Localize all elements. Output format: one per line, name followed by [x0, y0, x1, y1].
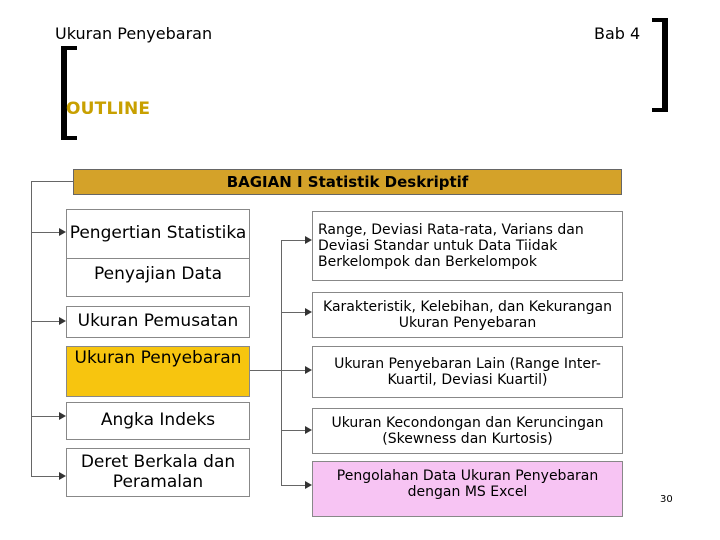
topic-box-angka-indeks: [66, 402, 250, 440]
branch-line: [281, 485, 305, 486]
arrow-head: [305, 481, 312, 489]
branch-line: [31, 321, 59, 322]
subtopic-label: Ukuran Penyebaran Lain (Range Inter-Kuartil, Deviasi Kuartil): [334, 355, 601, 388]
header-chapter-title: Ukuran Penyebaran: [55, 24, 213, 43]
subtopic-box-karakteristik: [312, 292, 623, 338]
arrow-head: [59, 412, 66, 420]
arrow-head: [305, 426, 312, 434]
topic-label: Penyajian Data: [94, 264, 222, 284]
branch-line: [31, 416, 59, 417]
subtopic-label: Pengolahan Data Ukuran Penyebaran dengan MS Excel: [336, 468, 599, 501]
topic-box-pengertian-statistika: [66, 209, 250, 259]
subtopic-box-range-deviasi: [312, 211, 623, 281]
branch-line: [31, 232, 59, 233]
arrow-head: [305, 366, 312, 374]
arrow-head: [59, 317, 66, 325]
topic-box-ukuran-pemusatan: [66, 306, 250, 338]
topic-box-penyajian-data: [66, 259, 250, 297]
subtopic-label: Karakteristik, Kelebihan, dan Kekurangan Ukuran Penyebaran: [323, 298, 612, 331]
branch-line: [250, 370, 305, 371]
branch-line: [31, 476, 59, 477]
page-number: 30: [660, 494, 673, 505]
branch-line: [281, 240, 305, 241]
right-bracket-decoration: [652, 18, 668, 112]
trunk-line: [31, 181, 32, 476]
banner-connector: [31, 181, 73, 182]
left-bracket-decoration: [61, 46, 77, 140]
subtopic-label: Range, Deviasi Rata-rata, Varians dan Deviasi Standar untuk Data Tiidak Berkelompok dan Berkelompok: [318, 221, 584, 271]
topic-label: Ukuran Penyebaran: [74, 348, 242, 368]
subtopic-box-ukuran-penyebaran-lain: [312, 346, 623, 398]
topic-box-ukuran-penyebaran: [66, 346, 250, 397]
vertical-connector: [281, 240, 282, 485]
arrow-head: [305, 236, 312, 244]
subtopic-label: Ukuran Kecondongan dan Keruncingan (Skewness dan Kurtosis): [331, 414, 604, 447]
branch-line: [281, 430, 305, 431]
outline-title: OUTLINE: [66, 99, 151, 119]
topic-label: Angka Indeks: [100, 410, 216, 431]
subtopic-box-ms-excel: [312, 461, 623, 517]
arrow-head: [59, 228, 66, 236]
topic-label: Ukuran Pemusatan: [77, 311, 239, 332]
topic-box-deret-berkala: [66, 448, 250, 497]
topic-label: Pengertian Statistika: [69, 223, 247, 244]
subtopic-box-kecondongan: [312, 408, 623, 454]
header-chapter-number: Bab 4: [594, 24, 641, 43]
branch-line: [281, 312, 305, 313]
section-banner: BAGIAN I Statistik Deskriptif: [73, 169, 622, 195]
arrow-head: [305, 308, 312, 316]
topic-label: Deret Berkala dan Peramalan: [80, 451, 236, 492]
arrow-head: [59, 472, 66, 480]
